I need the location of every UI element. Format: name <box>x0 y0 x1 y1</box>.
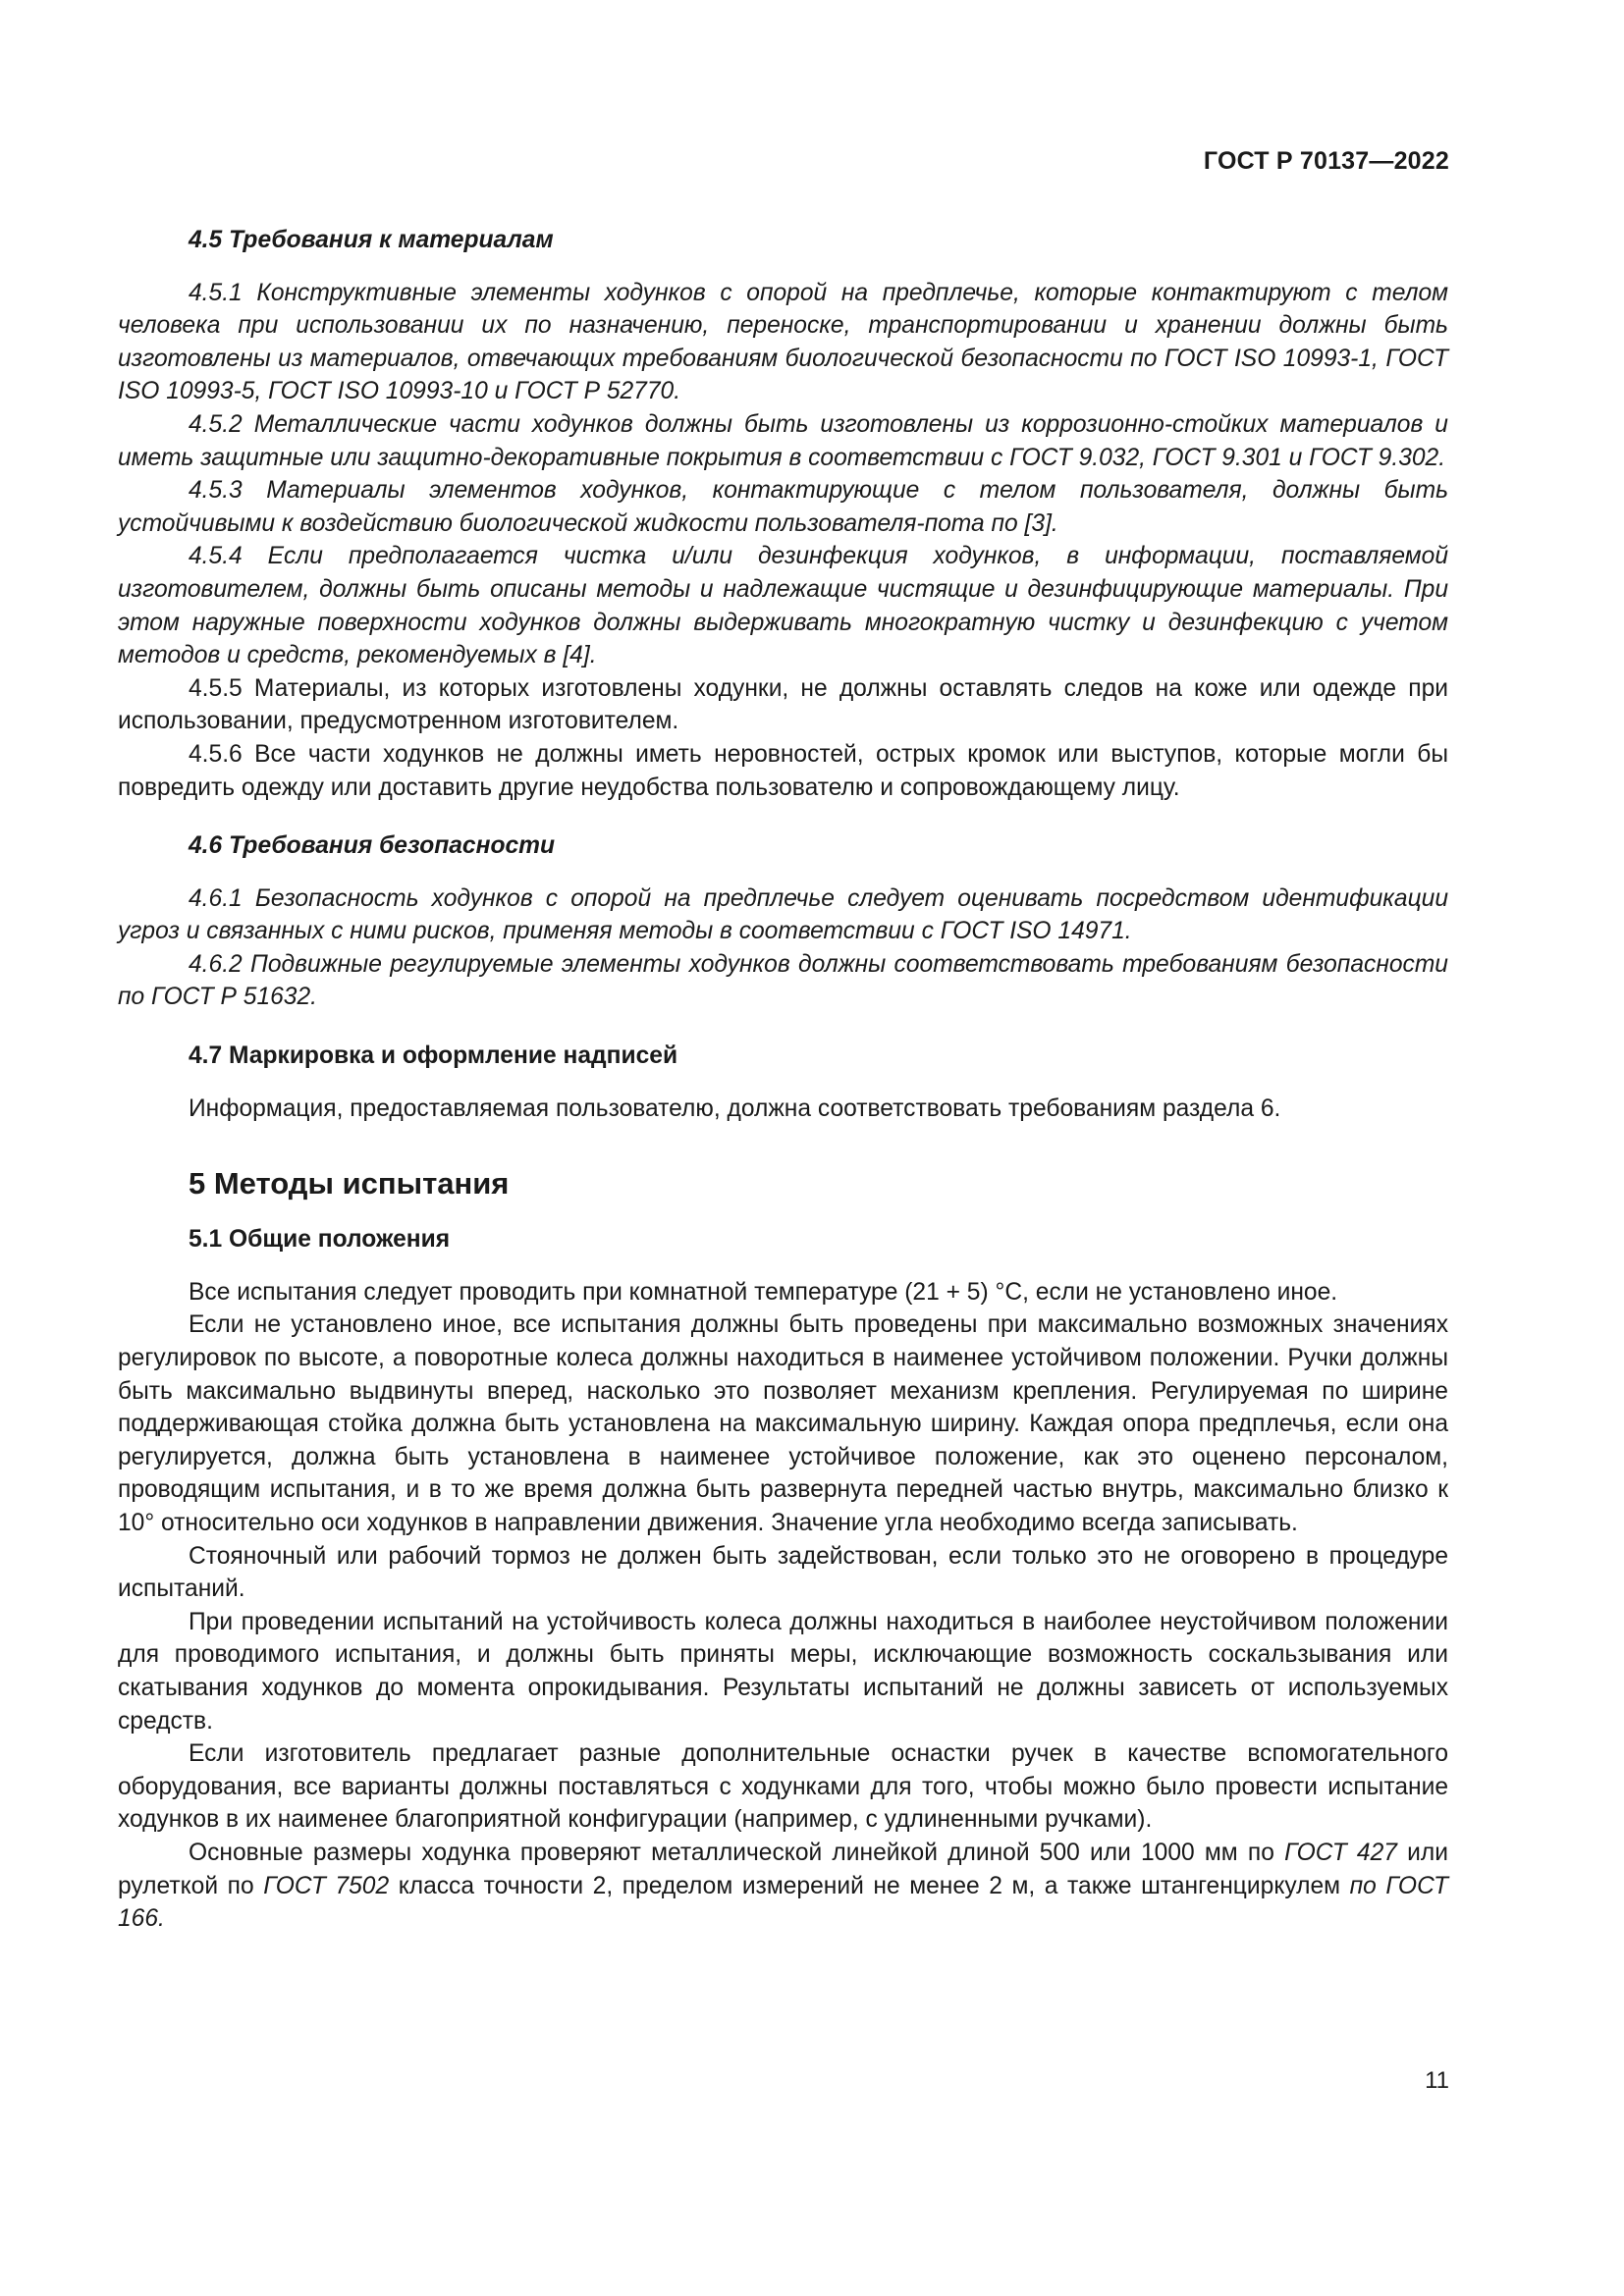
p6-text-e: класса точности 2, пределом измерений не менее 2 м, а также штангенциркулем <box>389 1872 1350 1899</box>
clause-5-1-p1: Все испытания следует проводить при комнатной температуре (21 + 5) °С, если не установлено иное. <box>189 1278 1338 1306</box>
gost-427-ref: ГОСТ 427 <box>1284 1839 1397 1866</box>
section-4-5-title: 4.5 Требования к материалам <box>189 227 554 253</box>
clause-4-7-text: Информация, предоставляемая пользователю, должна соответствовать требованиям раздела 6. <box>189 1095 1281 1122</box>
p6-text-c: или рулеткой по <box>118 1839 1448 1899</box>
page-content <box>118 224 1448 1936</box>
clause-4-5-5: 4.5.5 Материалы, из которых изготовлены ходунки, не должны оставлять следов на коже или одежде при использовании, предусмотренном изготовителем. <box>118 674 1448 735</box>
clause-4-5-4: 4.5.4 Если предполагается чистка и/или дезинфекция ходунков, в информации, поставляемой изготовителем, должны быть описаны методы и надлежащие чистящие и дезинфицирующие материалы. При этом наружные поверхности ходунков должны выдерживать многократную чистку и дезинфекцию с учетом методов и средств, рекомендуемых в [4]. <box>118 543 1448 669</box>
gost-7502-ref: ГОСТ 7502 <box>263 1872 390 1899</box>
clause-4-5-2: 4.5.2 Металлические части ходунков должны быть изготовлены из коррозионно-стойких материалов и иметь защитные или защитно-декоративные покрытия в соответствии с ГОСТ 9.032, ГОСТ 9.301 и ГОСТ 9.302. <box>118 410 1448 471</box>
clause-5-1-p4: При проведении испытаний на устойчивость колеса должны находиться в наиболее неустойчивом положении для проводимого испытания, и должны быть приняты меры, исключающие возможность соскальзывания или скатывания ходунков до момента опрокидывания. Результаты испытаний не должны зависеть от используемых средств. <box>118 1608 1448 1735</box>
clause-4-6-2: 4.6.2 Подвижные регулируемые элементы ходунков должны соответствовать требованиям безопасности по ГОСТ Р 51632. <box>118 950 1448 1011</box>
section-5-title: 5 Методы испытания <box>189 1166 510 1201</box>
clause-4-5-3: 4.5.3 Материалы элементов ходунков, контактирующие с телом пользователя, должны быть устойчивыми к воздействию биологической жидкости пользователя-пота по [3]. <box>118 477 1448 537</box>
clause-4-6-1: 4.6.1 Безопасность ходунков с опорой на предплечье следует оценивать посредством идентификации угроз и связанных с ними рисков, применяя методы в соответствии с ГОСТ ISO 14971. <box>118 884 1448 945</box>
p6-text-a: Основные размеры ходунка проверяют металлической линейкой длиной 500 или 1000 мм по <box>189 1839 1285 1866</box>
section-5-1-title: 5.1 Общие положения <box>189 1226 451 1254</box>
document-id: ГОСТ Р 70137—2022 <box>1203 147 1449 175</box>
clause-4-5-1: 4.5.1 Конструктивные элементы ходунков с опорой на предплечье, которые контактируют с телом человека при использовании их по назначению, переноске, транспортировании и хранении должны быть изготовлены из материалов, отвечающих требованиям биологической безопасности по ГОСТ ISO 10993-1, ГОСТ ISO 10993-5, ГОСТ ISO 10993-10 и ГОСТ Р 52770. <box>118 279 1448 405</box>
clause-5-1-p3: Стояночный или рабочий тормоз не должен быть задействован, если только это не оговорено в процедуре испытаний. <box>118 1542 1448 1603</box>
clause-5-1-p6 <box>118 1837 1448 1936</box>
section-4-7-title: 4.7 Маркировка и оформление надписей <box>189 1042 678 1070</box>
clause-4-5-6: 4.5.6 Все части ходунков не должны иметь неровностей, острых кромок или выступов, которые могли бы повредить одежду или доставить другие неудобства пользователю и сопровождающему лицу. <box>118 740 1448 801</box>
clause-5-1-p5: Если изготовитель предлагает разные дополнительные оснастки ручек в качестве вспомогательного оборудования, все варианты должны поставляться с ходунками для того, чтобы можно было провести испытание ходунков в их наименее благоприятной конфигурации (например, с удлиненными ручками). <box>118 1740 1448 1834</box>
page-number: 11 <box>1425 2067 1449 2094</box>
clause-5-1-p2: Если не установлено иное, все испытания должны быть проведены при максимально возможных значениях регулировок по высоте, а поворотные колеса должны находиться в наименее устойчивом положении. Ручки должны быть максимально выдвинуты вперед, насколько это позволяет механизм крепления. Регулируемая по ширине поддерживающая стойка должна быть установлена на максимальную ширину. Каждая опора предплечья, если она регулируется, должна быть установлена в наименее устойчивое положение, как это оценено персоналом, проводящим испытания, и в то же время должна быть развернута передней частью внутрь, максимально близко к 10° относительно оси ходунков в направлении движения. Значение угла необходимо всегда записывать. <box>118 1311 1448 1536</box>
gost-166-ref: по ГОСТ 166. <box>118 1872 1449 1933</box>
section-4-6-title: 4.6 Требования безопасности <box>189 832 556 860</box>
